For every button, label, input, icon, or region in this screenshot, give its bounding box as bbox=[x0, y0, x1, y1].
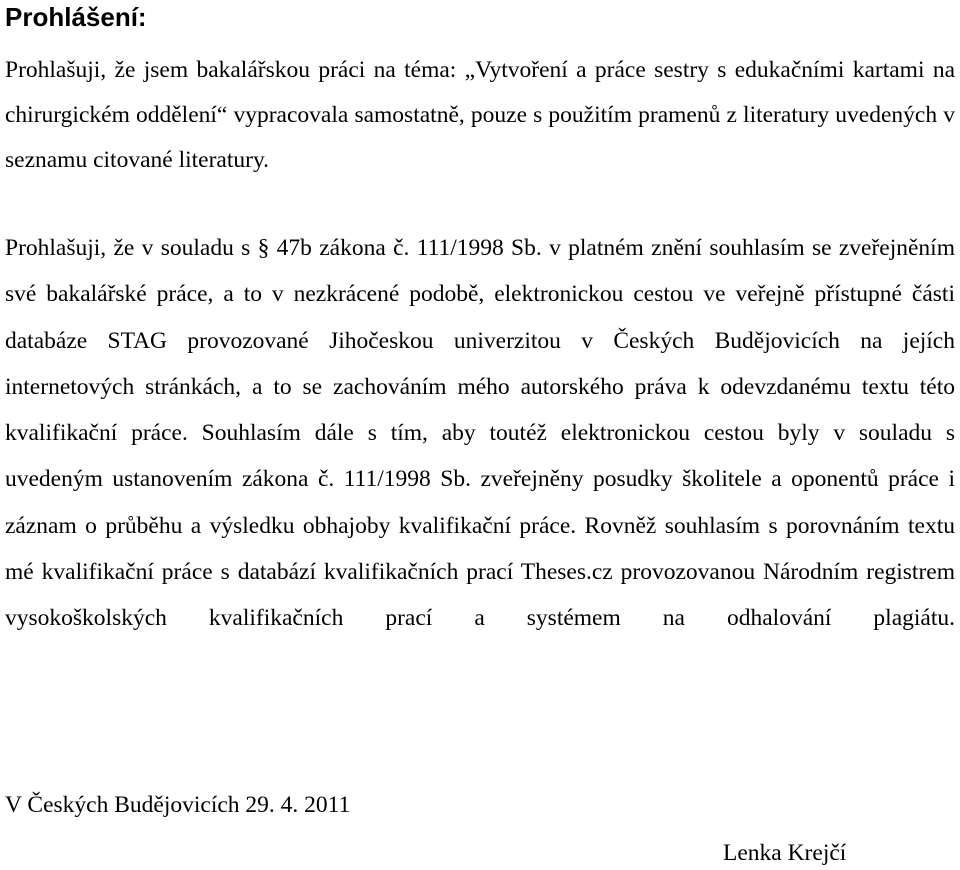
declaration-paragraph-authorship: Prohlašuji, že jsem bakalářskou práci na téma: „Vytvoření a práce sestry s edukačními kartami na chirurgickém oddělení“ vypracovala samostatně, pouze s použitím pramenů z literatury uvedených v seznamu citované literatury. bbox=[5, 57, 955, 173]
declaration-paragraph-publication-consent: Prohlašuji, že v souladu s § 47b zákona č. 111/1998 Sb. v platném znění souhlasím se zveřejněním své bakalářské práce, a to v nezkrácené podobě, elektronickou cestou ve veřejně přístupné části databáze STAG provozované Jihočeskou univerzitou v Českých Budějovicích na jejích internetových stránkách, a to se zachováním mého autorského práva k odevzdanému textu této kvalifikační práce. Souhlasím dále s tím, aby toutéž elektronickou cestou byly v souladu s uvedeným ustanovením zákona č. 111/1998 Sb. zveřejněny posudky školitele a oponentů práce i záznam o průběhu a výsledku obhajoby kvalifikační práce. Rovněž souhlasím s porovnáním textu mé kvalifikační práce s databází kvalifikačních prací Theses.cz provozovanou Národním registrem vysokoškolských kvalifikačních prací a systémem na odhalování plagiátu. bbox=[5, 235, 955, 632]
place-and-date: V Českých Budějovicích 29. 4. 2011 bbox=[5, 792, 351, 818]
declaration-heading: Prohlášení: bbox=[5, 2, 147, 32]
author-signature-name: Lenka Krejčí bbox=[723, 840, 847, 866]
